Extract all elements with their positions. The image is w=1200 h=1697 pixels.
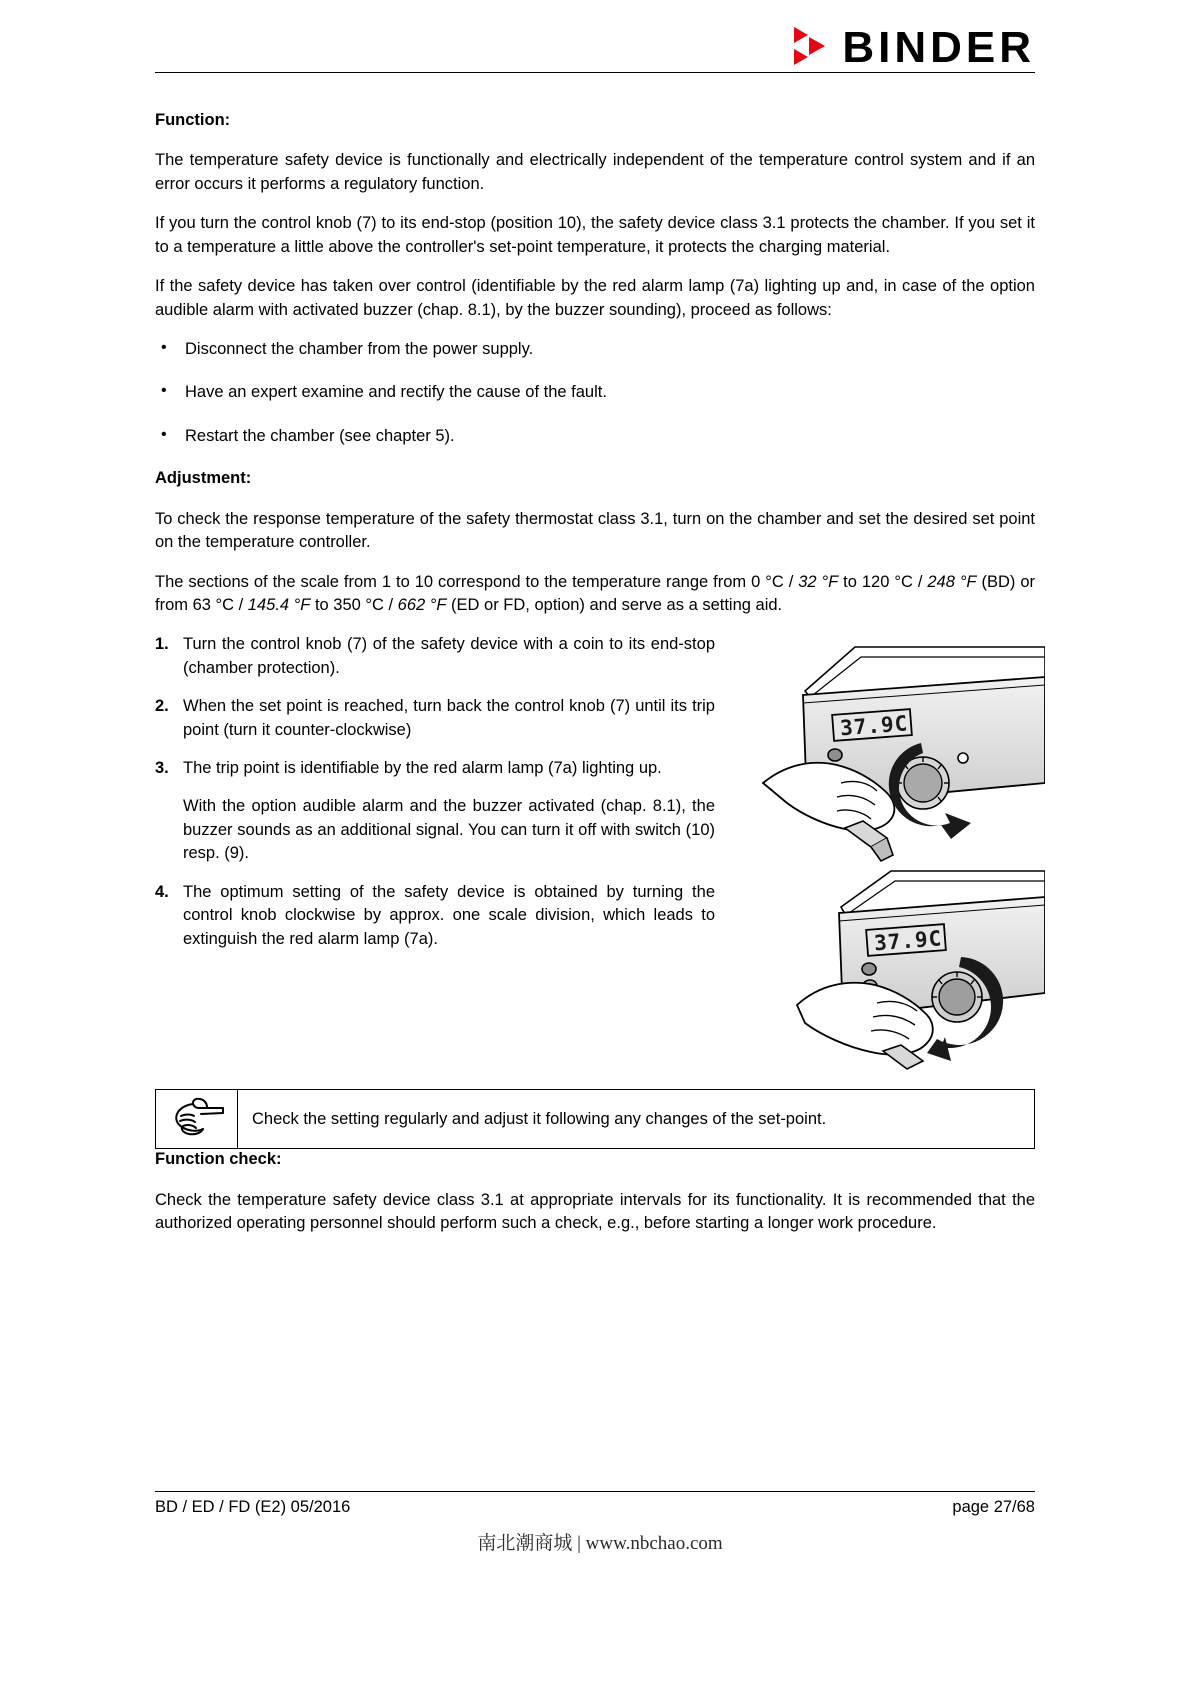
step-text: Turn the control knob (7) of the safety device with a coin to its end-stop (chamber protection). <box>183 635 715 677</box>
note-box <box>155 1089 1035 1149</box>
step-number: 3. <box>155 759 169 778</box>
scale-temp-145f: 145.4 °F <box>247 595 311 614</box>
adjustment-steps-list <box>155 633 715 951</box>
page-header <box>155 20 1035 75</box>
page-content <box>155 110 1035 1236</box>
function-paragraph-3: If the safety device has taken over control (identifiable by the red alarm lamp (7a) lighting up and, in case of the option audible alarm with activated buzzer (chap. 8.1), by the buzzer sounding), proceed as follows: <box>155 277 1035 319</box>
page-footer <box>155 1498 1035 1517</box>
note-text: Check the setting regularly and adjust it following any changes of the set-point. <box>252 1109 827 1128</box>
function-paragraph-1: The temperature safety device is functionally and electrically independent of the temperature control system and if an error occurs it performs a regulatory function. <box>155 151 1035 193</box>
footer-document-id: BD / ED / FD (E2) 05/2016 <box>155 1498 351 1516</box>
step-item-4 <box>155 881 715 951</box>
footer-watermark: 南北潮商城 | www.nbchao.com <box>477 1533 723 1554</box>
steps-and-figures-region <box>155 633 1035 1073</box>
footer-page-number: page 27/68 <box>952 1498 1035 1516</box>
scale-text-part3: (BD) or from 63 °C / <box>155 572 1035 614</box>
scale-text-part4: to 350 °C / <box>310 595 398 614</box>
list-item: • Restart the chamber (see chapter 5). <box>155 425 1035 448</box>
binder-triangles-logo-icon <box>792 26 834 70</box>
note-icon-cell <box>156 1090 238 1148</box>
control-panel-clockwise-figure <box>745 865 1045 1080</box>
scale-temp-662f: 662 °F <box>397 595 447 614</box>
adjustment-intro-paragraph: To check the response temperature of the safety thermostat class 3.1, turn on the chamber and set the desired set point on the temperature controller. <box>155 509 1035 552</box>
step-item-1 <box>155 633 715 680</box>
function-paragraph-2: If you turn the control knob (7) to its end-stop (position 10), the safety device class 3.1 protects the chamber. If you set it to a temperature a little above the controller's set-point temperature, it protects the charging material. <box>155 214 1035 256</box>
function-check-heading: Function check: <box>155 1150 282 1169</box>
scale-text-part2: to 120 °C / <box>838 572 928 591</box>
step-number: 4. <box>155 882 169 901</box>
scale-temp-248f: 248 °F <box>927 572 977 591</box>
function-check-paragraph: Check the temperature safety device class 3.1 at appropriate intervals for its functionality. It is recommended that the authorized operating personnel should perform such a check, e.g., before starting a longer work procedure. <box>155 1190 1035 1233</box>
pointing-hand-icon <box>169 1096 225 1143</box>
header-divider <box>155 72 1035 73</box>
step-item-3 <box>155 757 715 866</box>
step-number: 2. <box>155 697 169 716</box>
figure-display-value: 37.9C <box>839 711 910 741</box>
brand-wordmark: BINDER <box>842 23 1035 72</box>
figure-display-value: 37.9C <box>873 926 944 956</box>
step-item-2 <box>155 695 715 742</box>
scale-text-part1: The sections of the scale from 1 to 10 correspond to the temperature range from 0 °C / <box>155 572 799 591</box>
step-text: The trip point is identifiable by the red alarm lamp (7a) lighting up. <box>183 759 662 778</box>
step-text-continued: With the option audible alarm and the buzzer activated (chap. 8.1), the buzzer sounds as an additional signal. You can turn it off with switch (10) resp. (9). <box>183 797 715 863</box>
list-item: • Disconnect the chamber from the power supply. <box>155 338 1035 361</box>
step-text: When the set point is reached, turn back the control knob (7) until its trip point (turn it counter-clockwise) <box>183 697 715 739</box>
step-text: The optimum setting of the safety device is obtained by turning the control knob clockwise by approx. one scale division, which leads to extinguish the red alarm lamp (7a). <box>183 882 715 948</box>
adjustment-scale-paragraph <box>155 571 1035 618</box>
footer-divider <box>155 1491 1035 1492</box>
scale-text-part5: (ED or FD, option) and serve as a setting aid. <box>446 595 783 614</box>
adjustment-heading: Adjustment: <box>155 469 252 488</box>
scale-temp-32f: 32 °F <box>798 572 839 591</box>
binder-logo <box>792 23 1035 72</box>
control-panel-counter-clockwise-figure <box>745 633 1045 868</box>
step-number: 1. <box>155 635 169 654</box>
function-bullet-list <box>155 338 1035 448</box>
function-heading: Function: <box>155 111 231 129</box>
list-item: • Have an expert examine and rectify the cause of the fault. <box>155 381 1035 404</box>
